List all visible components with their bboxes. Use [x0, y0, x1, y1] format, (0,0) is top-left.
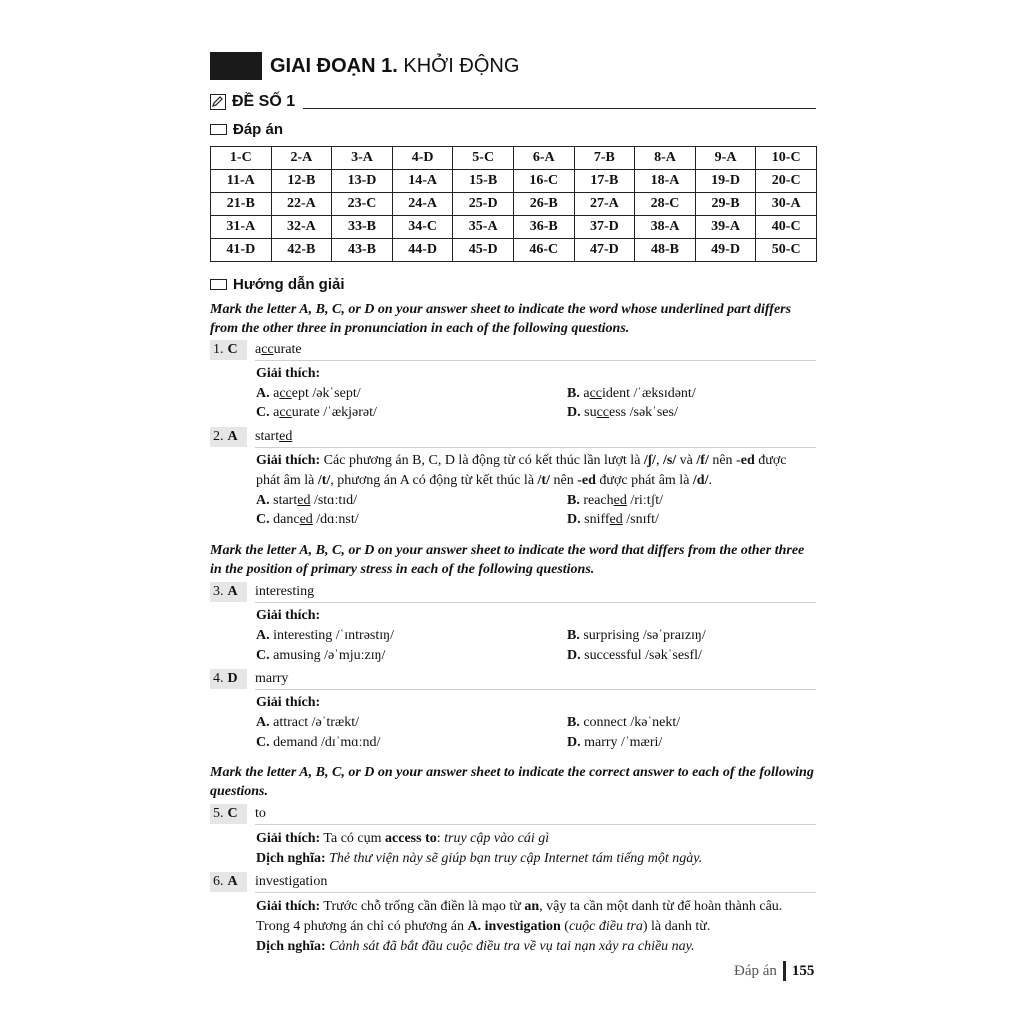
answer-cell: 2-A [271, 147, 332, 170]
instruction-stress: Mark the letter A, B, C, or D on your answer sheet to indicate the word that differs from the other three in the position of primary stress in each of the following questions. [210, 543, 805, 577]
answer-row [211, 239, 817, 262]
answer-cell: 12-B [271, 170, 332, 193]
answer-cell: 35-A [453, 216, 514, 239]
option-d: D. success /səkˈses/ [567, 405, 678, 420]
answer-cell: 21-B [211, 193, 272, 216]
page-footer [734, 961, 814, 981]
answer-cell: 22-A [271, 193, 332, 216]
answer-cell: 24-A [392, 193, 453, 216]
answer-cell: 7-B [574, 147, 635, 170]
explanation: Giải thích: Các phương án B, C, D là động từ có kết thúc lần lượt là /ʃ/, /s/ và /f/ nên -ed được [256, 453, 787, 468]
answer-cell: 9-A [695, 147, 756, 170]
answer-cell: 25-D [453, 193, 514, 216]
answer-cell: 46-C [513, 239, 574, 262]
answer-row [211, 147, 817, 170]
answer-cell: 48-B [635, 239, 696, 262]
answer-cell: 29-B [695, 193, 756, 216]
answer-cell: 1-C [211, 147, 272, 170]
instruction-pronunciation: Mark the letter A, B, C, or D on your answer sheet to indicate the word whose underlined part differs from the other three in pronunciation in each of the following questions. [210, 302, 792, 336]
answer-cell: 40-C [756, 216, 817, 239]
answer-cell: 34-C [392, 216, 453, 239]
option-b: B. connect /kəˈnekt/ [567, 715, 681, 730]
box-icon [210, 124, 227, 135]
answer-row [211, 170, 817, 193]
explanation-cont: phát âm là /t/, phương án A có động từ kết thúc là /t/ nên -ed được phát âm là /d/. [256, 473, 712, 488]
option-a: A. interesting /ˈɪntrəstɪŋ/ [256, 628, 394, 643]
option-a: A. started /stɑːtɪd/ [256, 493, 358, 508]
option-b: B. surprising /səˈpraɪzɪŋ/ [567, 628, 706, 643]
answer-cell: 32-A [271, 216, 332, 239]
answer-cell: 50-C [756, 239, 817, 262]
page-number: 155 [791, 962, 815, 979]
answer-cell: 45-D [453, 239, 514, 262]
answer-cell: 15-B [453, 170, 514, 193]
answer-cell: 49-D [695, 239, 756, 262]
answer-cell: 43-B [332, 239, 393, 262]
option-d: D. sniffed /snɪft/ [567, 512, 659, 527]
explanation-cont: Trong 4 phương án chỉ có phương án A. investigation (cuộc điều tra) là danh từ. [256, 919, 711, 934]
answer-cell: 17-B [574, 170, 635, 193]
phase-block [210, 52, 262, 80]
answer-cell: 47-D [574, 239, 635, 262]
guide-heading: Hướng dẫn giải [210, 276, 345, 293]
answer-table [210, 146, 817, 262]
answer-cell: 27-A [574, 193, 635, 216]
option-c: C. danced /dɑːnst/ [256, 512, 359, 527]
answer-cell: 38-A [635, 216, 696, 239]
answer-cell: 19-D [695, 170, 756, 193]
option-c: C. amusing /əˈmjuːzɪŋ/ [256, 648, 386, 663]
phase-header [210, 52, 519, 80]
answer-cell: 20-C [756, 170, 817, 193]
answers-heading: Đáp án [210, 121, 283, 138]
section-rule [303, 96, 816, 109]
explain-label: Giải thích: [256, 366, 321, 381]
option-c: C. accurate /ˈækjərət/ [256, 405, 377, 420]
option-d: D. successful /səkˈsesfl/ [567, 648, 702, 663]
option-c: C. demand /dɪˈmɑːnd/ [256, 735, 381, 750]
answer-cell: 8-A [635, 147, 696, 170]
answer-cell: 18-A [635, 170, 696, 193]
answer-cell: 3-A [332, 147, 393, 170]
answer-row [211, 193, 817, 216]
answer-cell: 37-D [574, 216, 635, 239]
answer-cell: 28-C [635, 193, 696, 216]
option-a: A. attract /əˈtrækt/ [256, 715, 360, 730]
question-row: 1. C a cc urate [210, 340, 816, 360]
question-row: 2. A start ed [210, 427, 816, 447]
answer-cell: 39-A [695, 216, 756, 239]
question-row: 3. A interesting [210, 582, 816, 602]
explain-label: Giải thích: [256, 608, 321, 623]
answer-cell: 42-B [271, 239, 332, 262]
translation: Dịch nghĩa: Cảnh sát đã bắt đầu cuộc điều tra về vụ tai nạn xảy ra chiều nay. [256, 939, 695, 954]
question-row: 6. A investigation [210, 872, 816, 892]
answer-cell: 14-A [392, 170, 453, 193]
pencil-icon [210, 94, 226, 110]
answer-cell: 10-C [756, 147, 817, 170]
answer-cell: 33-B [332, 216, 393, 239]
answer-cell: 41-D [211, 239, 272, 262]
option-a: A. accept /əkˈsept/ [256, 386, 361, 401]
footer-label: Đáp án [734, 962, 777, 979]
answer-row [211, 216, 817, 239]
answer-cell: 5-C [453, 147, 514, 170]
answer-cell: 6-A [513, 147, 574, 170]
answer-cell: 13-D [332, 170, 393, 193]
explain-label: Giải thích: [256, 695, 321, 710]
translation: Dịch nghĩa: Thẻ thư viện này sẽ giúp bạn truy cập Internet tám tiếng một ngày. [256, 851, 703, 866]
option-b: B. reached /riːtʃt/ [567, 493, 664, 508]
section-title: ĐỀ SỐ 1 [232, 93, 296, 110]
question-row: 5. C to [210, 804, 816, 824]
question-row: 4. D marry [210, 669, 816, 689]
answer-cell: 11-A [211, 170, 272, 193]
option-b: B. accident /ˈæksɪdənt/ [567, 386, 696, 401]
box-icon [210, 279, 227, 290]
footer-divider [783, 961, 786, 981]
answer-cell: 4-D [392, 147, 453, 170]
section-header [210, 92, 816, 112]
answer-cell: 44-D [392, 239, 453, 262]
answer-cell: 30-A [756, 193, 817, 216]
explanation: Giải thích: Trước chỗ trống cần điền là mạo từ an, vậy ta cần một danh từ để hoàn thành câu. [256, 899, 783, 914]
answer-cell: 26-B [513, 193, 574, 216]
instruction-correct-answer: Mark the letter A, B, C, or D on your answer sheet to indicate the correct answer to each of the following questions. [210, 765, 814, 799]
answer-cell: 16-C [513, 170, 574, 193]
answer-cell: 23-C [332, 193, 393, 216]
option-d: D. marry /ˈmæri/ [567, 735, 663, 750]
explanation: Giải thích: Ta có cụm access to: truy cập vào cái gì [256, 831, 550, 846]
phase-title: GIAI ĐOẠN 1. KHỞI ĐỘNG [270, 54, 520, 77]
answer-cell: 31-A [211, 216, 272, 239]
answer-cell: 36-B [513, 216, 574, 239]
